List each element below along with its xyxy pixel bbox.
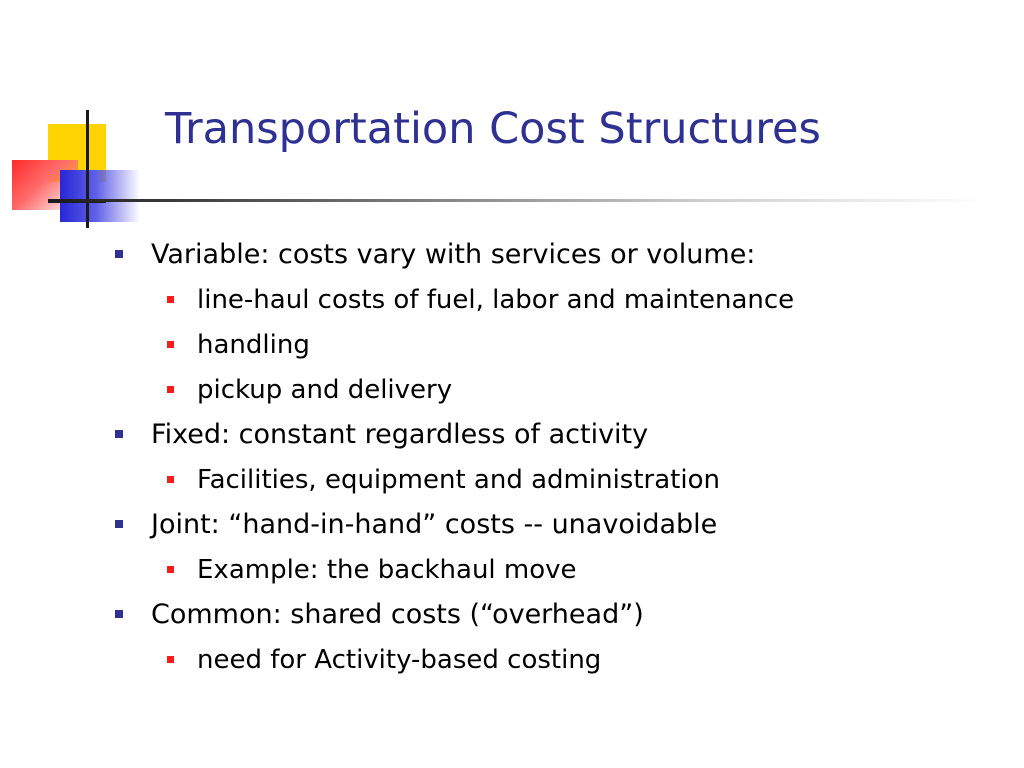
square-bullet-icon bbox=[115, 430, 123, 438]
sub-bullet-item bbox=[197, 283, 794, 317]
sub-bullet-item bbox=[197, 328, 310, 362]
sub-bullet-text: handling bbox=[197, 330, 310, 360]
square-bullet-icon bbox=[167, 476, 174, 483]
sub-bullet-item bbox=[197, 373, 452, 407]
bullet-text: Common: shared costs (“overhead”) bbox=[151, 599, 644, 630]
sub-bullet-text: line-haul costs of fuel, labor and maintenance bbox=[197, 285, 795, 315]
bullet-item-common bbox=[151, 598, 644, 632]
sub-bullet-item bbox=[197, 463, 720, 497]
square-bullet-icon bbox=[167, 656, 174, 663]
sub-bullet-item bbox=[197, 553, 577, 587]
vertical-line-decoration bbox=[86, 110, 89, 228]
bullet-item-variable bbox=[151, 238, 755, 272]
square-bullet-icon bbox=[115, 520, 123, 528]
square-bullet-icon bbox=[167, 296, 174, 303]
sub-bullet-text: need for Activity-based costing bbox=[197, 645, 602, 675]
title-divider bbox=[48, 199, 988, 202]
bullet-text: Fixed: constant regardless of activity bbox=[151, 419, 649, 450]
square-bullet-icon bbox=[167, 341, 174, 348]
bullet-item-fixed bbox=[151, 418, 648, 452]
blue-square-decoration bbox=[60, 170, 140, 222]
square-bullet-icon bbox=[115, 250, 123, 258]
square-bullet-icon bbox=[167, 386, 174, 393]
sub-bullet-text: Facilities, equipment and administration bbox=[197, 465, 720, 495]
sub-bullet-text: pickup and delivery bbox=[197, 375, 453, 405]
slide-title: Transportation Cost Structures bbox=[165, 104, 821, 154]
sub-bullet-item bbox=[197, 643, 601, 677]
bullet-text: Joint: “hand-in-hand” costs -- unavoidable bbox=[151, 509, 718, 540]
bullet-text: Variable: costs vary with services or volume: bbox=[151, 239, 756, 270]
square-bullet-icon bbox=[115, 610, 123, 618]
sub-bullet-text: Example: the backhaul move bbox=[197, 555, 577, 585]
bullet-item-joint bbox=[151, 508, 717, 542]
square-bullet-icon bbox=[167, 566, 174, 573]
